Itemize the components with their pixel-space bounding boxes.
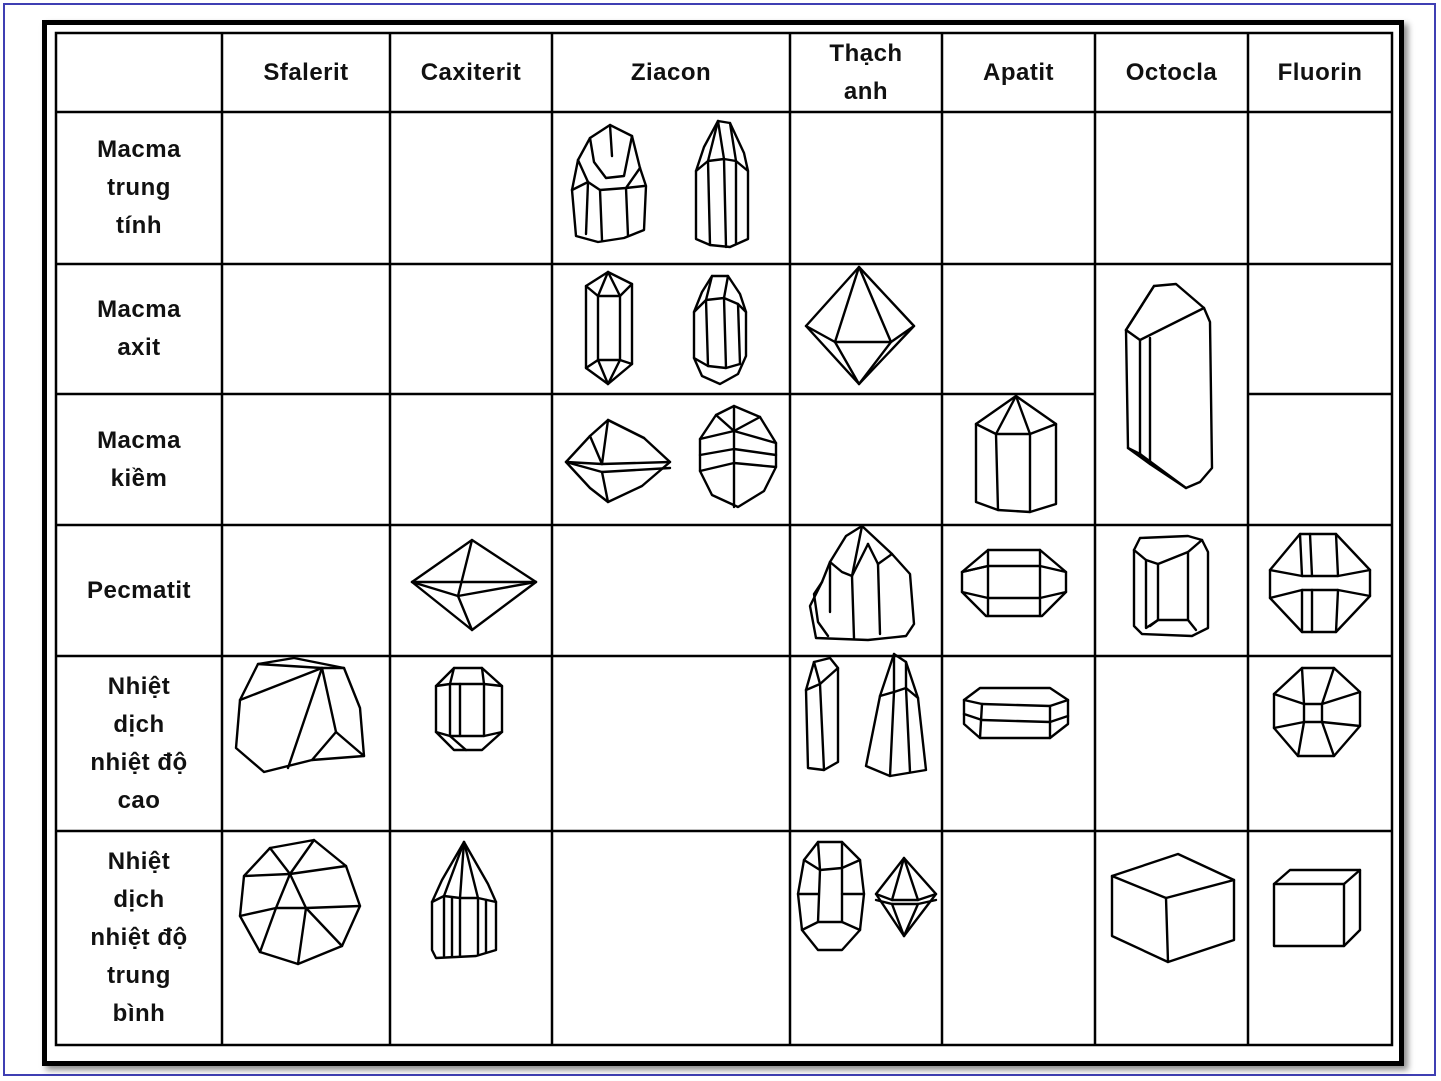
apatite-flat-tabular-icon	[960, 684, 1072, 744]
zircon-rounded-prism-icon	[690, 270, 750, 388]
cassiterite-pointed-prism-icon	[426, 840, 502, 962]
zircon-elongated-prism-icon	[568, 120, 653, 245]
quartz-short-prism-icon	[796, 838, 870, 954]
sphalerite-dodecahedron-icon	[236, 838, 364, 968]
header-apatit: Apatit	[983, 58, 1054, 86]
quartz-bipyramid-icon	[803, 264, 917, 388]
row-label-nhiet-dich-nhiet-do-cao: Nhiệt dịch nhiệt độ cao	[90, 672, 188, 814]
header-thach-anh: Thạch anh	[829, 39, 903, 105]
fluorite-cube-icon	[1270, 866, 1366, 950]
zircon-slender-prism-icon	[580, 268, 640, 388]
row-label-pecmatit: Pecmatit	[86, 576, 192, 604]
header-sfalerit: Sfalerit	[263, 58, 349, 86]
fluorite-octahedron-icon	[1266, 530, 1374, 638]
quartz-slender-prism-icon	[800, 654, 846, 774]
row-label-nhiet-dich-nhiet-do-trung-binh: Nhiệt dịch nhiệt độ trung bình	[90, 848, 188, 1027]
orthoclase-rhomb-icon	[1106, 850, 1238, 966]
zircon-rounded-bipyramid-icon	[694, 403, 782, 511]
cassiterite-short-prism-icon	[430, 664, 508, 756]
apatite-hexagonal-prism-icon	[972, 394, 1062, 516]
fluorite-truncated-octahedron-icon	[1268, 664, 1366, 762]
row-label-macma-axit: Macma axit	[97, 296, 181, 361]
zircon-tall-prism-icon	[690, 117, 755, 249]
orthoclase-short-prism-icon	[1128, 534, 1214, 640]
header-fluorin: Fluorin	[1277, 58, 1363, 86]
row-label-macma-kiem: Macma kiềm	[97, 426, 181, 492]
row-label-macma-trung-tinh: Macma trung tính	[97, 136, 181, 239]
header-caxiterit: Caxiterit	[420, 58, 522, 86]
zircon-flat-bipyramid-icon	[562, 416, 674, 506]
header-ziacon: Ziacon	[630, 58, 712, 86]
quartz-small-bipyramid-icon	[872, 856, 940, 938]
apatite-tabular-icon	[958, 546, 1070, 620]
header-octocla: Octocla	[1125, 58, 1218, 86]
cassiterite-bipyramid-icon	[408, 536, 540, 634]
quartz-cluster-icon	[806, 524, 918, 646]
orthoclase-tall-prism-icon	[1120, 282, 1216, 494]
sphalerite-tetrahedron-icon	[232, 656, 370, 776]
quartz-pointed-prism-icon	[860, 652, 930, 778]
